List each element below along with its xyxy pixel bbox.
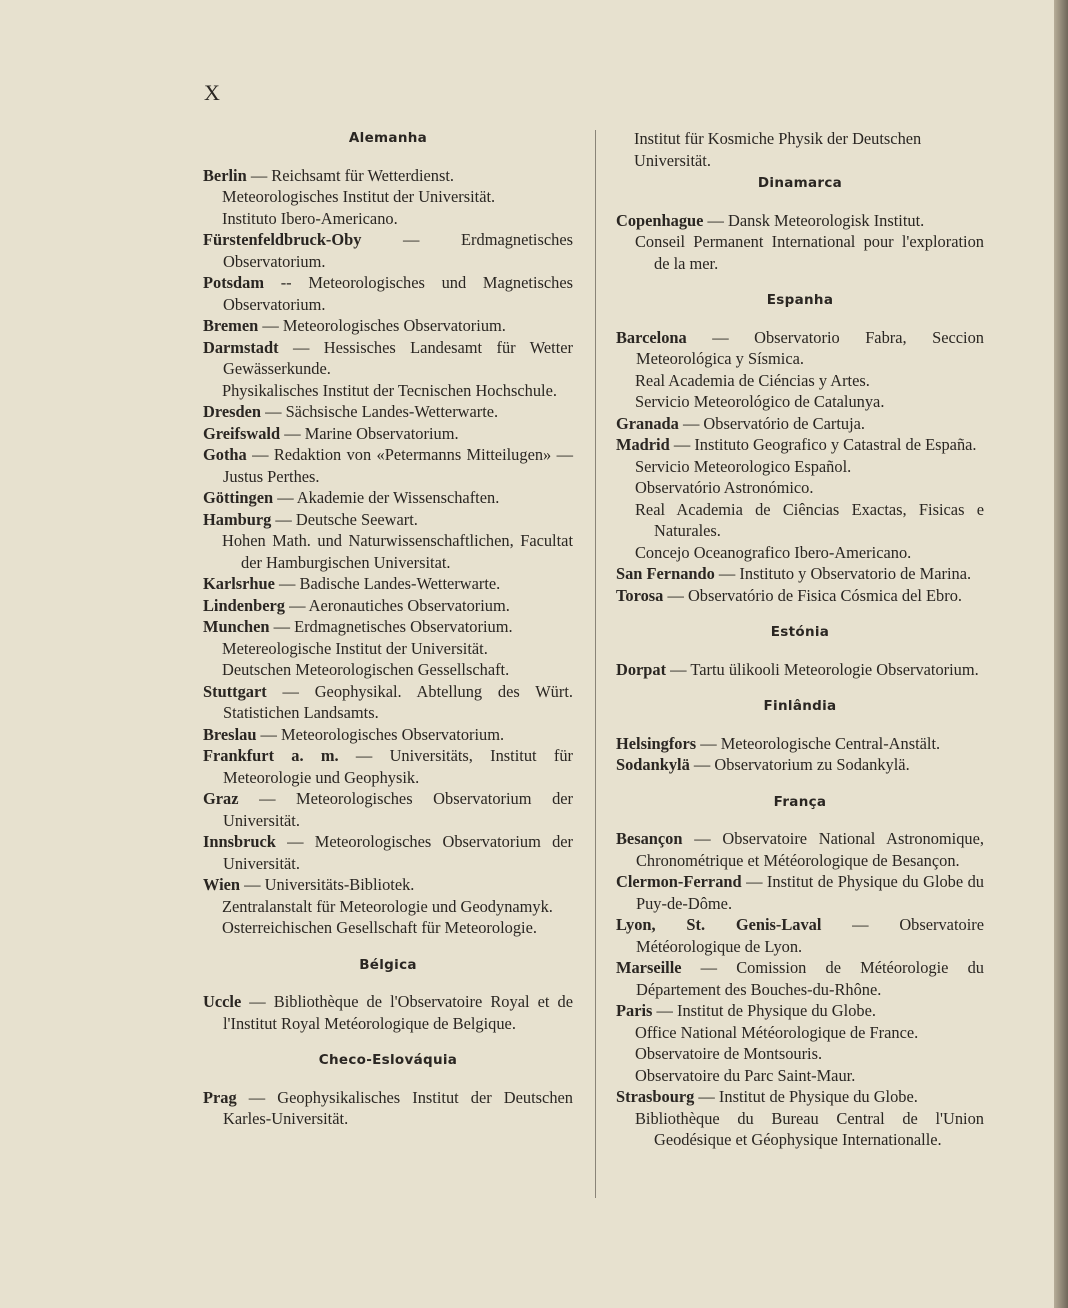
- sub-institution: Deutschen Meteorologischen Gessellschaft.: [222, 660, 510, 679]
- country-heading: Checo-Eslováquia: [318, 1052, 458, 1068]
- city-name: Lindenberg: [203, 595, 285, 615]
- institution-entry: [203, 423, 573, 445]
- sub-institution: Observatório Astronómico.: [635, 478, 814, 497]
- institution-entry: [203, 874, 573, 896]
- section-gap: [616, 606, 984, 620]
- entry-line: [616, 914, 984, 957]
- institution-entry: [203, 509, 573, 531]
- city-name: Uccle: [203, 992, 242, 1011]
- section-gap: [616, 274, 984, 288]
- institution-entry: [203, 337, 573, 380]
- section-gap: [203, 939, 573, 953]
- institution-text: — Erdmagnetisches Observatorium.: [223, 230, 573, 271]
- institution-text: — Comission de Météorologie du Département des Bouches-du-Rhône.: [636, 958, 984, 999]
- institution-text: — Observatoire Météorologique de Lyon.: [636, 915, 984, 956]
- institution-text: — Reichsamt für Wetterdienst.: [246, 165, 455, 185]
- institution-text: — Geophysikalisches Institut der Deutschen Karles-Universität.: [223, 1087, 573, 1128]
- institution-text: — Badische Landes-Wetterwarte.: [274, 574, 501, 593]
- institution-entry: [203, 745, 573, 788]
- entry-line: [616, 563, 984, 585]
- city-name: Torosa: [616, 585, 664, 605]
- sub-institution: Metereologische Institut der Universität.: [222, 638, 488, 658]
- sub-institution: Observatoire du Parc Saint-Maur.: [635, 1065, 856, 1085]
- city-name: Bremen: [203, 316, 259, 335]
- city-name: Copenhague: [616, 210, 704, 230]
- institution-entry: [616, 210, 984, 232]
- institution-text: — Institut de Physique du Globe.: [652, 1001, 876, 1020]
- city-name: Graz: [203, 789, 239, 808]
- institution-entry: [616, 828, 984, 871]
- city-name: Breslau: [203, 724, 257, 744]
- city-name: Granada: [616, 413, 679, 433]
- institution-text: — Institut de Physique du Globe du Puy-de-Dôme.: [636, 872, 984, 913]
- institution-text: — Redaktion von «Petermanns Mitteilugen» — Justus Perthes.: [223, 445, 573, 486]
- institution-entry: [203, 788, 573, 831]
- institution-text: — Observatório de Fisica Cósmica del Ebro.: [663, 585, 962, 605]
- entry-line: [203, 509, 573, 531]
- entry-line: [203, 165, 573, 187]
- city-name: Dresden: [203, 402, 261, 421]
- institution-entry: [203, 315, 573, 337]
- institution-text: — Tartu ülikooli Meteorologie Observatorium.: [666, 659, 979, 679]
- institution-text: — Meteorologisches Observatorium der Universität.: [223, 832, 573, 873]
- section-gap: [203, 1130, 573, 1144]
- entry-line: [203, 337, 573, 380]
- city-name: Frankfurt a. m.: [203, 746, 339, 765]
- sub-institution: Conseil Permanent International pour l'exploration de la mer.: [635, 232, 984, 273]
- city-name: Strasbourg: [616, 1087, 695, 1106]
- country-heading: França: [773, 793, 827, 810]
- institution-entry: [203, 595, 573, 617]
- institution-text: — Meteorologisches Observatorium der Universität.: [223, 789, 573, 830]
- sub-institution: Concejo Oceanografico Ibero-Americano.: [635, 542, 912, 562]
- institution-text: — Geophysikal. Abtellung des Würt. Statistichen Landsamts.: [223, 681, 573, 722]
- institution-entry: [203, 165, 573, 187]
- city-name: Stuttgart: [203, 681, 267, 701]
- sub-institution: Instituto Ibero-Americano.: [222, 208, 398, 228]
- entry-line: [203, 595, 573, 617]
- entry-line: [203, 401, 573, 423]
- entry-line: [203, 423, 573, 445]
- section-gap: [616, 1151, 984, 1165]
- entry-line: [203, 991, 573, 1034]
- entry-line: [203, 831, 573, 874]
- page-number: X: [204, 80, 221, 105]
- city-name: Besançon: [616, 829, 683, 848]
- continued-entry: Institut für Kosmiche Physik der Deutschen Universität.: [634, 129, 922, 170]
- institution-entry: [616, 871, 984, 914]
- institution-text: — Instituto Geografico y Catastral de España.: [669, 435, 977, 454]
- city-name: Darmstadt: [203, 337, 279, 357]
- entry-line: [616, 659, 984, 681]
- entry-line: [203, 573, 573, 595]
- institution-entry: [616, 1000, 984, 1022]
- institution-entry: [616, 563, 984, 585]
- sub-institution: Bibliothèque du Bureau Central de l'Union Geodésique et Géophysique Internationalle.: [635, 1108, 984, 1149]
- entry-line: [616, 413, 984, 435]
- section-gap: [616, 776, 984, 790]
- city-name: Potsdam: [203, 273, 265, 292]
- institution-text: — Dansk Meteorologisk Institut.: [703, 210, 925, 230]
- institution-text: — Universitäts, Institut für Meteorologie und Geophysik.: [223, 746, 573, 787]
- institution-text: — Universitäts-Bibliotek.: [240, 875, 415, 894]
- institution-text: — Observatorio Fabra, Seccion Meteorológica y Sísmica.: [636, 327, 984, 368]
- sub-institution: Servicio Meteorológico de Catalunya.: [635, 392, 885, 411]
- institution-entry: [616, 914, 984, 957]
- city-name: Dorpat: [616, 659, 667, 679]
- right-column: [616, 128, 984, 1165]
- entry-line: [203, 444, 573, 487]
- entry-line: [203, 788, 573, 831]
- entry-line: [203, 681, 573, 724]
- entry-line: [616, 754, 984, 776]
- city-name: San Fernando: [616, 564, 715, 583]
- institution-entry: [203, 229, 573, 272]
- column-divider: [595, 130, 596, 1198]
- institution-text: — Observatoire National Astronomique, Chronométrique et Météorologique de Besançon.: [636, 829, 984, 870]
- institution-entry: [616, 413, 984, 435]
- city-name: Marseille: [616, 958, 682, 977]
- country-heading: Dinamarca: [757, 175, 843, 191]
- city-name: Barcelona: [616, 327, 687, 347]
- sub-institution: Osterreichischen Gesellschaft für Meteorologie.: [222, 918, 537, 937]
- sub-institution: Observatoire de Montsouris.: [635, 1044, 823, 1063]
- institution-text: — Deutsche Seewart.: [271, 509, 418, 529]
- city-name: Paris: [616, 1001, 653, 1020]
- entry-line: [616, 733, 984, 755]
- left-column: [203, 128, 573, 1144]
- sub-institution: Meteorologisches Institut der Universität.: [222, 187, 496, 206]
- institution-text: — Meteorologisches Observatorium.: [256, 724, 505, 744]
- institution-text: — Bibliothèque de l'Observatoire Royal et de l'Institut Royal Metéorologique de Belgique.: [223, 992, 573, 1033]
- institution-entry: [203, 724, 573, 746]
- city-name: Gotha: [203, 445, 247, 464]
- city-name: Wien: [203, 875, 241, 894]
- city-name: Clermon-Ferrand: [616, 872, 742, 891]
- entry-line: [616, 585, 984, 607]
- city-name: Karlsrhue: [203, 574, 275, 593]
- institution-text: — Instituto y Observatorio de Marina.: [714, 564, 972, 583]
- institution-text: — Aeronautiches Observatorium.: [284, 595, 510, 615]
- city-name: Fürstenfeldbruck-Oby: [203, 230, 362, 249]
- institution-text: — Sächsische Landes-Wetterwarte.: [260, 402, 499, 421]
- institution-text: — Marine Observatorium.: [280, 423, 459, 443]
- sub-institution: Physikalisches Institut der Tecnischen Hochschule.: [222, 380, 557, 400]
- section-gap: [203, 1034, 573, 1048]
- entry-line: [203, 1087, 573, 1130]
- entry-line: [203, 487, 573, 509]
- sub-institution: Office National Météorologique de France.: [635, 1022, 919, 1042]
- institution-entry: [616, 434, 984, 456]
- entry-line: [616, 871, 984, 914]
- institution-entry: [616, 585, 984, 607]
- institution-entry: [203, 401, 573, 423]
- city-name: Helsingfors: [616, 733, 697, 753]
- country-heading: Bélgica: [359, 956, 417, 973]
- sub-institution: Hohen Math. und Naturwissenschaftlichen, Facultat der Hamburgischen Universitat.: [222, 531, 573, 572]
- country-heading: Alemanha: [348, 130, 428, 146]
- country-heading: Espanha: [766, 292, 834, 308]
- institution-text: — Institut de Physique du Globe.: [694, 1087, 918, 1106]
- institution-entry: [203, 1087, 573, 1130]
- entry-line: [203, 724, 573, 746]
- entry-line: [203, 745, 573, 788]
- sub-institution: Real Academia de Ciéncias y Artes.: [635, 370, 870, 390]
- entry-line: [616, 327, 984, 370]
- city-name: Sodankylä: [616, 755, 690, 774]
- city-name: Berlin: [203, 165, 247, 185]
- city-name: Hamburg: [203, 509, 272, 529]
- sub-institution: Zentralanstalt für Meteorologie und Geodynamyk.: [222, 896, 553, 916]
- page-spine-shadow: [1054, 0, 1068, 1308]
- institution-text: -- Meteorologisches und Magnetisches Observatorium.: [223, 273, 573, 314]
- city-name: Munchen: [203, 617, 270, 636]
- institution-entry: [203, 831, 573, 874]
- institution-entry: [616, 327, 984, 370]
- entry-line: [616, 434, 984, 456]
- institution-entry: [203, 487, 573, 509]
- entry-line: [616, 1000, 984, 1022]
- sub-institution: Real Academia de Ciências Exactas, Fisicas e Naturales.: [635, 499, 984, 540]
- entry-line: [203, 616, 573, 638]
- institution-entry: [616, 659, 984, 681]
- city-name: Lyon, St. Genis-Laval: [616, 915, 822, 934]
- entry-line: [203, 229, 573, 272]
- institution-entry: [203, 444, 573, 487]
- entry-line: [616, 828, 984, 871]
- institution-entry: [616, 957, 984, 1000]
- institution-text: — Observatorium zu Sodankylä.: [689, 755, 910, 774]
- entry-line: [203, 272, 573, 315]
- entry-line: [203, 874, 573, 896]
- institution-text: — Erdmagnetisches Observatorium.: [269, 617, 513, 636]
- section-gap: [616, 680, 984, 694]
- institution-entry: [203, 991, 573, 1034]
- city-name: Prag: [203, 1087, 237, 1107]
- entry-line: [616, 1086, 984, 1108]
- entry-line: [616, 957, 984, 1000]
- institution-text: — Observatório de Cartuja.: [678, 413, 866, 433]
- institution-entry: [616, 754, 984, 776]
- city-name: Greifswald: [203, 423, 281, 443]
- city-name: Madrid: [616, 435, 670, 454]
- sub-institution: Servicio Meteorologico Español.: [635, 456, 852, 476]
- institution-entry: [203, 616, 573, 638]
- city-name: Innsbruck: [203, 832, 276, 851]
- institution-text: — Meteorologische Central-Anstält.: [696, 733, 941, 753]
- country-heading: Finlândia: [763, 698, 837, 714]
- institution-entry: [616, 733, 984, 755]
- institution-text: — Akademie der Wissenschaften.: [273, 488, 500, 507]
- city-name: Göttingen: [203, 488, 274, 507]
- institution-entry: [203, 573, 573, 595]
- entry-line: [203, 315, 573, 337]
- institution-text: — Meteorologisches Observatorium.: [258, 316, 506, 335]
- institution-text: — Hessisches Landesamt für Wetter Gewässerkunde.: [223, 337, 573, 378]
- institution-entry: [203, 681, 573, 724]
- institution-entry: [616, 1086, 984, 1108]
- entry-line: [616, 210, 984, 232]
- institution-entry: [203, 272, 573, 315]
- country-heading: Estónia: [770, 624, 830, 640]
